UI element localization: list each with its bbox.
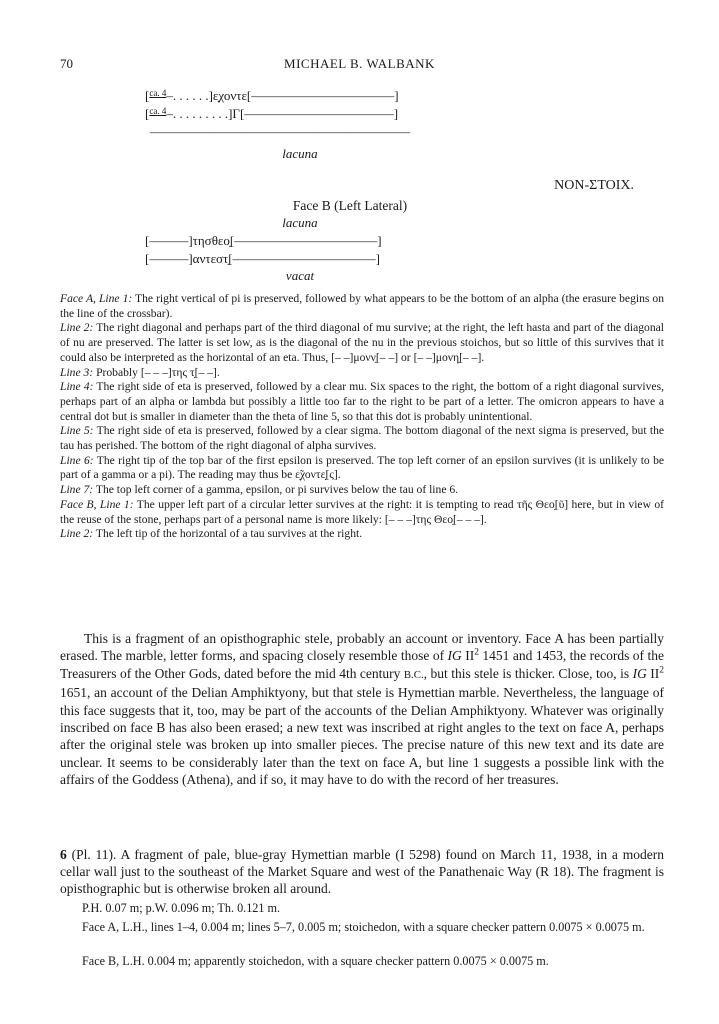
- face-a-dashes: ––––––––––––––––––––––––––––––––––––––––: [150, 124, 410, 139]
- measurement-line: Face A, L.H., lines 1–4, 0.004 m; lines 5–7, 0.005 m; stoichedon, with a square checker pattern 0.0075 × 0.0075 m.: [82, 920, 645, 934]
- note: Line 6: The right tip of the top bar of the first epsilon is preserved. The top left corner of an epsilon survives (it is unlikely to be part of a gamma or a pi). The reading may thus be ε̣̃χοντε̣[ς].: [60, 453, 665, 482]
- lacuna-label: lacuna: [282, 215, 318, 230]
- note: Line 7: The top left corner of a gamma, epsilon, or pi survives below the tau of line 6.: [60, 483, 459, 497]
- vacat-label: vacat: [285, 268, 315, 283]
- face-b-line: [––––––]τησθεο̣[––––––––––––––––––––––]: [145, 233, 382, 248]
- note: Line 4: The right side of eta is preserved, followed by a clear mu. Six spaces to the right, the bottom of a right diagonal survives, perhaps part of an alpha or lambda but possibly a little too far to the right to be part of a letter. The omicron appears to have a central dot but is smaller in diameter than the theta of line 5, so that this dot is probably unintentional.: [60, 380, 664, 423]
- entry-number: 6: [60, 847, 67, 862]
- note: Line 5: The right side of eta is preserved, followed by a clear sigma. The bottom diagonal of the next sigma is preserved, but the tau has perished. The bottom of the right diagonal of alpha survives.: [60, 424, 665, 453]
- measurement-line: Face B, L.H. 0.004 m; apparently stoichedon, with a square checker pattern 0.0075 × 0.0075 m.: [82, 954, 549, 968]
- catalogue-entry: 6 (Pl. 11). A fragment of pale, blue-gray Hymettian marble (I 5298) found on March 11, 1938, in a modern cellar wall just to the southeast of the Market Square and west of the Panathenaic Way (R 18). The fragment is opisthographic but is otherwise broken all around.: [60, 847, 664, 897]
- discussion-paragraph: This is a fragment of an opisthographic stele, probably an account or inventory. Face A has been partially erased. The marble, letter forms, and spacing closely resemble those of IG $II^2$ 1451 and 1453, the records of the Treasurers of the Other Gods, dated before the mid 4th century B.C., but this stele is thicker. Close, too, is IG $II^2$ 1651, an account of the Delian Amphiktyony, but that stele is Hymettian marble. Nevertheless, the language of this face suggests that it, too, may be part of the accounts of the Delian Amphiktyony. Whatever was originally inscribed on face B has also been erased; a new text was inscribed at right angles to the text on face A, perhaps after the original stele was broken up into smaller pieces. The precise nature of this new text and its date are unclear. It seems to be considerably later than the text on face A, but line 1 suggests a possible link with the affairs of the Goddess (Athena), and if so, it may have to do with the record of her treasures.: [60, 631, 664, 788]
- note: Line 3: Probably [– – –]της τ̣[– –].: [60, 365, 220, 379]
- measurement-line: P.H. 0.07 m; p.W. 0.096 m; Th. 0.121 m.: [82, 901, 281, 915]
- epigraphical-notes: [60, 292, 664, 542]
- face-b-line: [––––––]αντεστ̣[––––––––––––––––––––––]: [145, 251, 380, 266]
- note: Line 2: The left tip of the horizontal of a tau survives at the right.: [60, 527, 363, 541]
- note: Face B, Line 1: The upper left part of a circular letter survives at the right: it is tempting to read τῆς Θεο̣[ῦ] here, but in view of the reuse of the stone, perhaps part of a personal name is more likely: [– – –]της Θεο̣[– – –].: [60, 497, 664, 526]
- running-head: MICHAEL B. WALBANK: [284, 56, 435, 71]
- face-a-line: [$^{ca. 4}$–. . . . . . . . .]Γ[–––––––––––––––––––––––]: [145, 106, 399, 121]
- note: Line 2: The right diagonal and perhaps part of the third diagonal of mu survive; at the right, the left hasta and part of the diagonal of nu are preserved. The latter is set low, as is the diagonal of the nu in the previous stoichos, but so little of this survives that it could also be interpreted as the horizontal of an eta. Thus, [– –]μονν̣[– –] or [– –]μονη̣[– –].: [60, 321, 665, 364]
- note: Face A, Line 1: The right vertical of pi is preserved, followed by what appears to be the bottom of an alpha (the erasure begins on the line of the crossbar).: [60, 292, 665, 320]
- lacuna-label: lacuna: [282, 146, 318, 161]
- non-stoich-label: NON-ΣΤΟΙΧ.: [554, 178, 634, 193]
- face-b-title: Face B (Left Lateral): [292, 198, 408, 213]
- page-number: 70: [60, 56, 73, 71]
- face-a-line: [$^{ca. 4}$–. . . . . .]ε̣χοντε[––––––––––––––––––––––]: [145, 88, 399, 103]
